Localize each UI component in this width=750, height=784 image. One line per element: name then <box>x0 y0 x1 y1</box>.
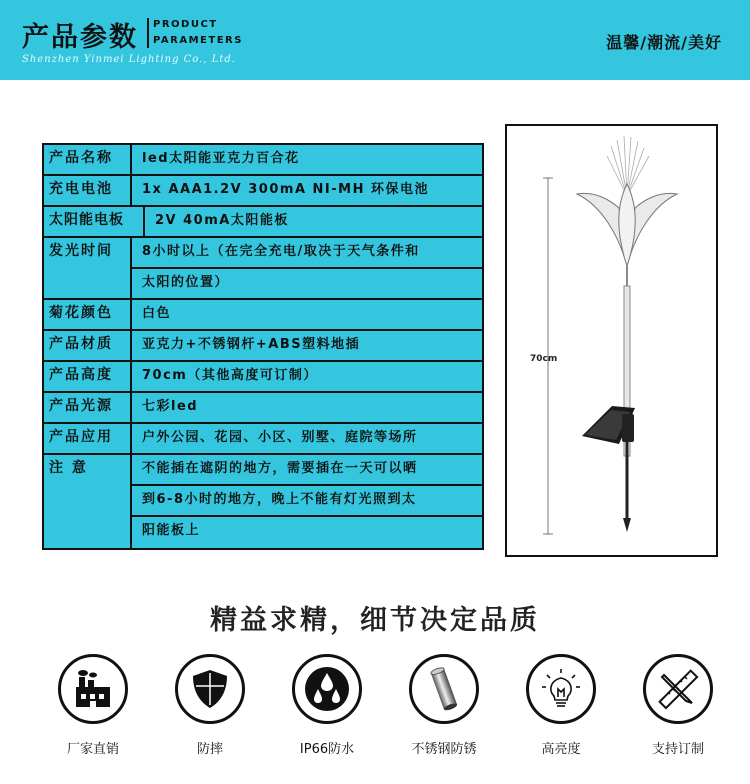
spec-value-line: 到6-8小时的地方，晚上不能有灯光照到太 <box>132 486 482 517</box>
spec-row <box>44 207 482 238</box>
spec-value-line: 阳能板上 <box>142 523 201 538</box>
spec-row <box>44 331 482 362</box>
spec-value: 70cm（其他高度可订制） <box>142 368 318 383</box>
section-heading: 精益求精，细节决定品质 <box>210 605 540 636</box>
feature-label: 不锈钢防锈 <box>411 742 477 757</box>
spec-value-line: 不能插在遮阴的地方，需要插在一天可以晒 <box>132 455 482 486</box>
spec-label: 菊花颜色 <box>44 300 132 329</box>
water-drops-icon <box>292 654 362 724</box>
feature-label: 防摔 <box>196 742 223 757</box>
spec-label: 产品名称 <box>44 145 132 174</box>
feature-item <box>511 654 611 757</box>
spec-label: 产品材质 <box>44 331 132 360</box>
spec-label: 产品应用 <box>44 424 132 453</box>
spec-row <box>44 176 482 207</box>
spec-label-char: 意 <box>71 460 88 476</box>
feature-item <box>394 654 494 757</box>
spec-value: 1x AAA1.2V 300mA NI-MH 环保电池 <box>142 182 429 197</box>
factory-icon <box>58 654 128 724</box>
spec-label <box>49 455 130 486</box>
header-divider <box>147 18 149 48</box>
feature-label: 支持订制 <box>651 742 704 757</box>
feature-label: 厂家直销 <box>66 742 119 757</box>
spec-label-cell <box>44 238 132 298</box>
shield-icon <box>175 654 245 724</box>
steel-tube-icon <box>409 654 479 724</box>
spec-value: 户外公园、花园、小区、别墅、庭院等场所 <box>142 430 418 445</box>
solar-lily-illustration <box>507 126 720 559</box>
spec-row <box>44 238 482 300</box>
spec-value <box>132 455 482 548</box>
lightbulb-icon <box>526 654 596 724</box>
feature-label: 高亮度 <box>541 742 581 757</box>
spec-row <box>44 145 482 176</box>
spec-label: 充电电池 <box>44 176 132 205</box>
header-en-line2: PARAMETERS <box>153 35 243 46</box>
dimension-label: 70cm <box>530 354 558 364</box>
spec-row <box>44 362 482 393</box>
header-en-line1: PRODUCT <box>153 19 218 30</box>
spec-label: 产品高度 <box>44 362 132 391</box>
spec-row <box>44 300 482 331</box>
spec-row <box>44 455 482 548</box>
feature-item <box>277 654 377 757</box>
ruler-pencil-icon <box>643 654 713 724</box>
spec-value-line: 太阳的位置） <box>142 275 230 290</box>
spec-value-line: 8小时以上（在完全充电/取决于天气条件和 <box>132 238 482 269</box>
spec-row <box>44 424 482 455</box>
spec-value: 七彩led <box>142 399 199 414</box>
feature-item <box>628 654 728 757</box>
company-name: Shenzhen Yinmei Lighting Co., Ltd. <box>22 54 236 65</box>
spec-label: 太阳能电板 <box>44 207 145 236</box>
spec-value: 白色 <box>142 306 172 321</box>
page-title: 产品参数 <box>22 22 138 53</box>
feature-label: IP66防水 <box>299 742 355 757</box>
header-slogan: 温馨/潮流/美好 <box>606 33 722 52</box>
spec-label: 产品光源 <box>44 393 132 422</box>
spec-label-cell <box>44 455 132 548</box>
header-banner <box>0 0 750 80</box>
spec-label-char: 注 <box>49 460 65 476</box>
spec-value: 亚克力+不锈钢杆+ABS塑料地插 <box>142 337 361 352</box>
spec-table <box>42 143 484 550</box>
spec-row <box>44 393 482 424</box>
product-photo <box>505 124 718 557</box>
spec-value: 2V 40mA太阳能板 <box>155 213 289 228</box>
spec-label: 发光时间 <box>49 243 113 259</box>
feature-item <box>43 654 143 757</box>
feature-list <box>0 654 750 764</box>
spec-value <box>132 238 482 298</box>
spec-value: led太阳能亚克力百合花 <box>142 151 300 166</box>
feature-item <box>160 654 260 757</box>
